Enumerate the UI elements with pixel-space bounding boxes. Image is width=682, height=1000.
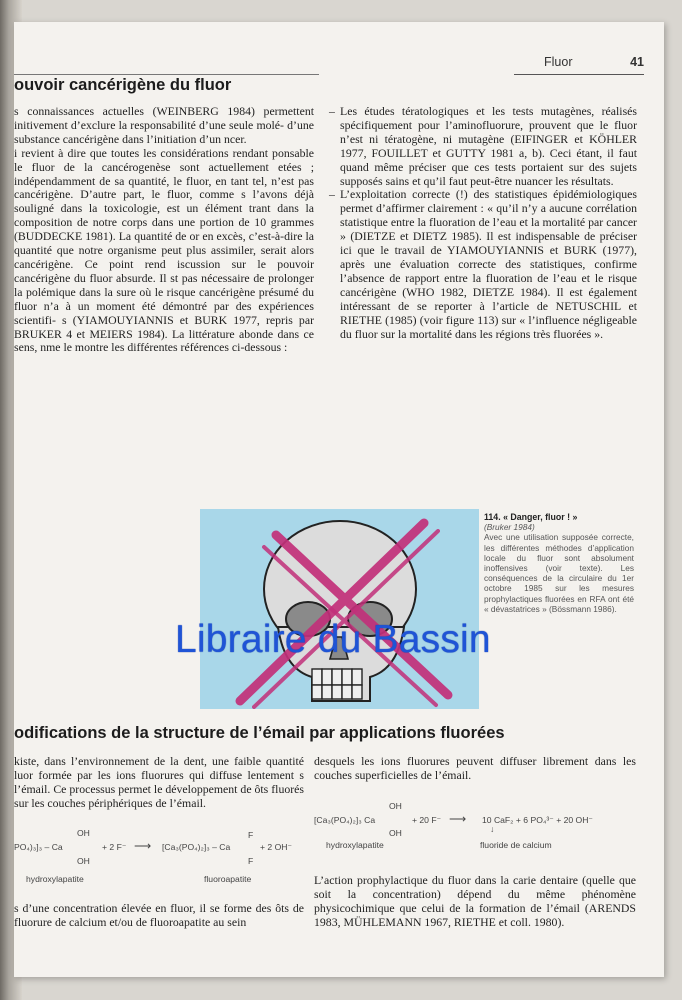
paragraph: i revient à dire que toutes les considérations rendant ponsable le fluor de la cancérogenèse sont actuellement etées ; indépendamment de sa quantité, le fluor, en tant tel, n’est pas cancérigène. D’autre part, le fluor, comme s l’avons déjà souligné dans la toxicologie, est un élément trant dans la composition de notre corps dans une portion de 10 grammes (BUDDECKE 1981). La quantité de or en excès, c’est-à-dire la quantité que notre organisme peut plus assimiler, serait alors cancérigène. Ce point rend iscussion sur le pouvoir cancérigène du fluor absurde. Il st pas nécessaire de prolonger la polémique dans la sure où le risque cancérigène présumé du fluor n’a à un moment été démontré par des expériences scientifi- s (YIAMOUYIANNIS et BURK 1977, repris par BRUKER 4 et MEIERS 1984). La littérature abonde dans ce sens, nme le montre les différentes références ci-dessous :	[14, 145, 314, 355]
eq-label-fluoroapatite: fluoroapatite	[204, 874, 252, 884]
skull-cross-drawing	[200, 509, 479, 709]
eq-product: [Ca₃(PO₄)₂]₃ – Ca	[162, 842, 231, 852]
eq-label-calcium-fluoride: fluoride de calcium	[480, 840, 552, 850]
list-item-text: Les études tératologiques et les tests mutagènes, réalisés spécifiquement pour l’aminofluorure, prouvent que le fluor n’est ni tératogène, ni mutagène (EIFINGER et KÖHLER 1977, FOUILLET et GUTTY 1981 a, b). Ceci étant, il faut quand même préciser que ces tests portaient sur des sujets supposés sains et qu’il faut peut-être nuancer les résultats.	[340, 104, 637, 188]
header-rule	[14, 74, 319, 75]
down-arrow-icon: ↓	[490, 824, 495, 834]
left-column-section2b	[14, 902, 304, 930]
left-column-section1	[14, 105, 314, 355]
paragraph: s connaissances actuelles (WEINBERG 1984) permettent initivement d’exclure la responsabilité d’une seule molé- d’une substance cancérigène dans l’initiation d’un ncer.	[14, 104, 314, 146]
eq-plus: + 2 F⁻	[102, 842, 127, 852]
eq-label-hydroxylapatite: hydroxylapatite	[326, 840, 384, 850]
page-number: 41	[630, 55, 644, 69]
paragraph: kiste, dans l’environnement de la dent, une faible quantité luor formée par les ions fluorures qui diffuse lentement s l’émail. Ce processus permet le développement de ôts fluorés sur les couches périphériques de l’émail.	[14, 754, 304, 810]
danger-fluor-illustration	[200, 509, 479, 709]
paragraph: s d’une concentration élevée en fluor, il se forme des ôts de fluorure de calcium et/ou de fluoroapatite au sein	[14, 901, 304, 929]
list-item: – Les études tératologiques et les tests mutagènes, réalisés spécifiquement pour l’aminofluorure, prouvent que le fluor n’est ni tératogène, ni mutagène (EIFINGER et KÖHLER 1977, FOUILLET et GUTTY 1981 a, b). Ceci étant, il faut quand même préciser que ces tests portaient sur des sujets supposés sains et qu’il faut peut-être nuancer les résultats.	[329, 104, 637, 188]
caption-title: 114. « Danger, fluor ! »	[484, 512, 578, 522]
right-column-section2	[314, 755, 636, 783]
eq-product-plus: + 2 OH⁻	[260, 842, 292, 852]
right-column-section1	[329, 105, 637, 341]
section-heading-cancer: ouvoir cancérigène du fluor	[14, 76, 232, 94]
eq-oh-top: OH	[77, 828, 90, 838]
eq-f-bottom: F	[248, 856, 254, 866]
caption-source: (Bruker 1984)	[484, 522, 535, 533]
eq-plus: + 20 F⁻	[412, 815, 442, 825]
reaction-arrow-icon: ⟶	[134, 839, 152, 853]
figure-caption	[484, 512, 634, 614]
eq-f-top: F	[248, 830, 254, 840]
eq-oh-bottom: OH	[77, 856, 90, 866]
eq-reactant: PO₄)₃]₃ – Ca	[14, 842, 63, 852]
caption-text: Avec une utilisation supposée correcte, les différentes méthodes d’application locale du fluor sont absolument inoffensives (voir texte). Les conséquences de la circulaire du 1er octobre 1985 sur les mesures prophylactiques fluorées en RFA ont été « dévastatrices » (Bössmann 1986).	[484, 532, 634, 614]
paragraph: desquels les ions fluorures peuvent diffuser librement dans les couches superficielles de l’émail.	[314, 754, 636, 782]
left-column-section2	[14, 755, 304, 811]
right-column-section2b	[314, 874, 636, 930]
eq-oh-bottom: OH	[389, 828, 402, 838]
eq-label-hydroxylapatite: hydroxylapatite	[26, 874, 84, 884]
list-item-text: L’exploitation correcte (!) des statistiques épidémiologiques permet d’affirmer clairement : « qu’il n’y a aucune corrélation statistique entre la fluoration de l’eau et la mortalité par cancer » (DIETZE et DIETZ 1985). Il est indispensable de préciser ici que le travail de YIAMOUYIANNIS et BURK (1977), après une évaluation correcte des statistiques, confirme l’absence de rapport entre la fluoration de l’eau et le risque cancérigène (WHO 1982, DIETZE 1984). Il est également intéressant de se reporter à l’article de NETUSCHIL et RIETHE (1985) (voir figure 113) sur « l’influence négligeable du fluor sur la mortalité dans les régions très fluorées ».	[340, 187, 637, 341]
paragraph: L’action prophylactique du fluor dans la carie dentaire (quelle que soit la concentration) dépend du même phénomène physicochimique que celui de la formation de l’émail (ARENDS 1983, MÜHLEMANN 1967, RIETHE et coll. 1980).	[314, 873, 636, 929]
section-heading-enamel: odifications de la structure de l’émail par applications fluorées	[14, 724, 505, 742]
eq-product: 10 CaF₂ + 6 PO₄³⁻ + 20 OH⁻	[482, 815, 593, 825]
seller-watermark: Libraire du Bassin	[175, 618, 491, 661]
eq-oh-top: OH	[389, 801, 402, 811]
list-item: – L’exploitation correcte (!) des statistiques épidémiologiques permet d’affirmer clairement : « qu’il n’y a aucune corrélation statistique entre la fluoration de l’eau et la mortalité par cancer » (DIETZE et DIETZ 1985). Il est indispensable de préciser ici que le travail de YIAMOUYIANNIS et BURK (1977), après une évaluation correcte des statistiques, confirme l’absence de rapport entre la fluoration de l’eau et le risque cancérigène (WHO 1982, DIETZE 1984). Il est également intéressant de se reporter à l’article de NETUSCHIL et RIETHE (1985) (voir figure 113) sur « l’influence négligeable du fluor sur la mortalité dans les régions très fluorées ».	[329, 187, 637, 341]
running-head	[514, 52, 644, 75]
reaction-arrow-icon: ⟶	[449, 812, 467, 826]
running-head-title: Fluor	[544, 55, 573, 69]
eq-reactant: [Ca₃(PO₄)₂]₃ Ca	[314, 815, 376, 825]
book-page	[14, 22, 664, 977]
